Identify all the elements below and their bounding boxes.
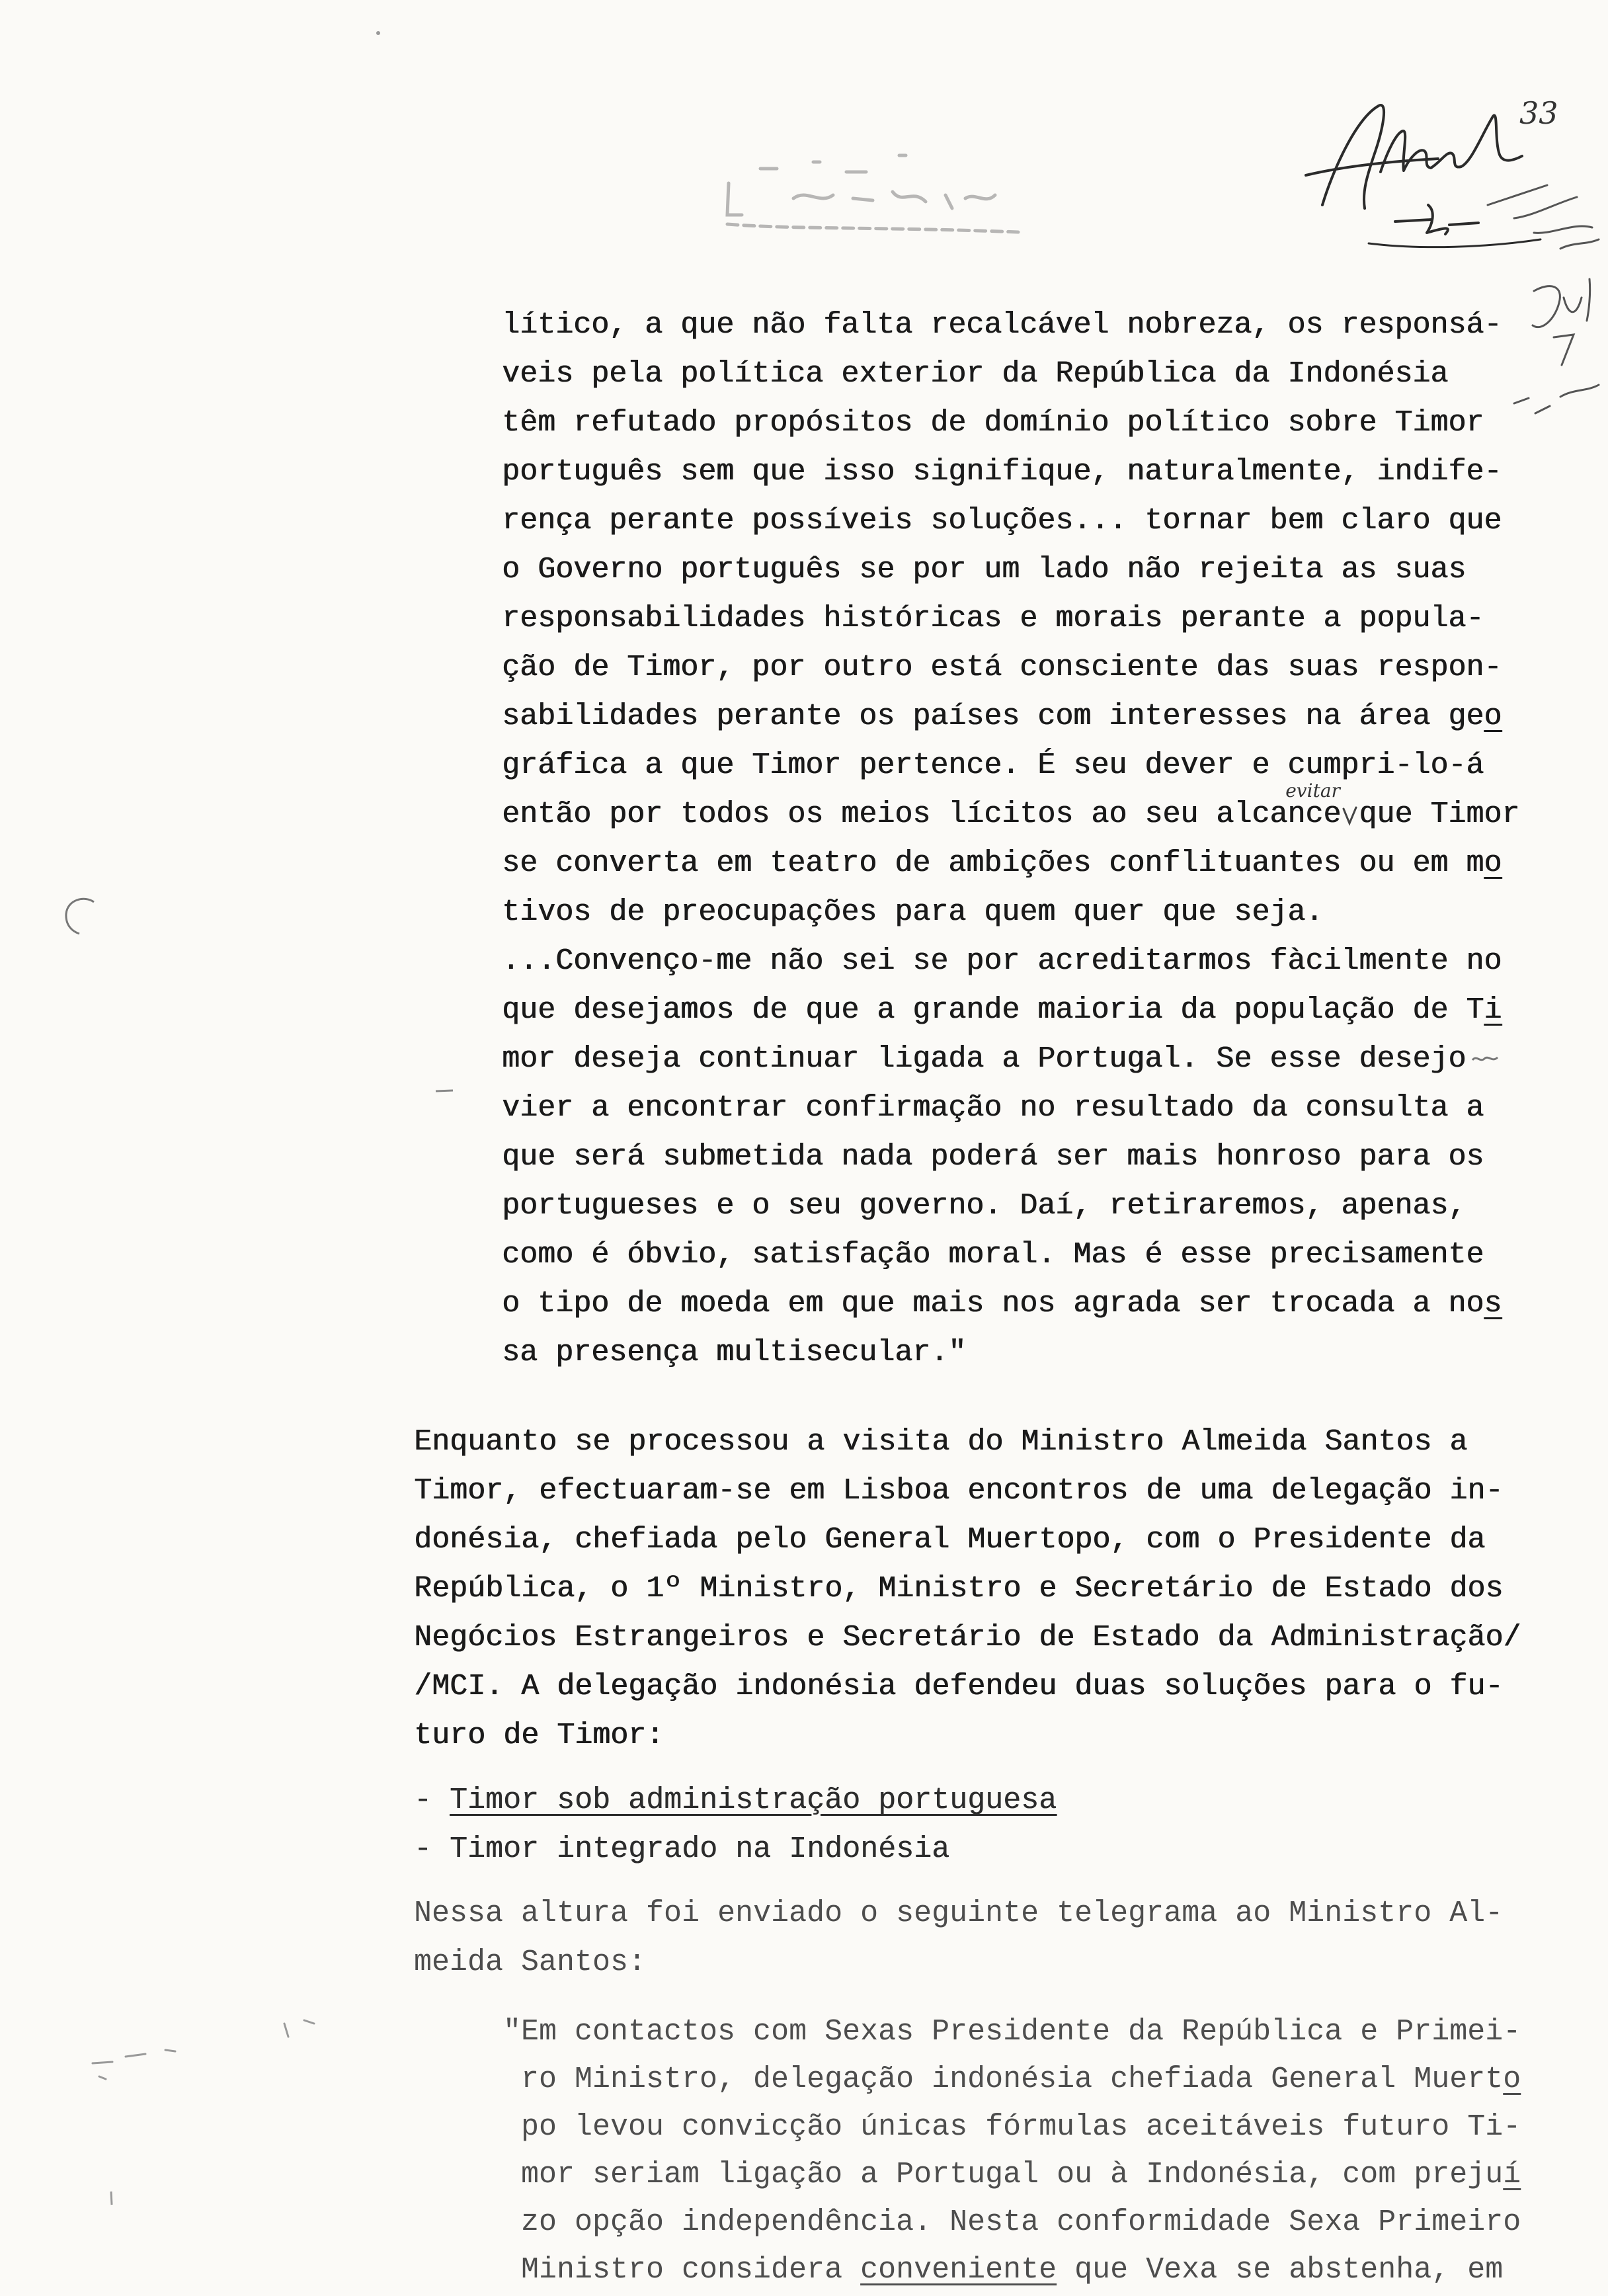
paragraph-line: Negócios Estrangeiros e Secretário de Estado da Administração/ [414, 1621, 1521, 1655]
margin-dash [433, 1085, 460, 1098]
line-text: mor seriam ligação a Portugal ou à Indonésia, com preju [521, 2158, 1504, 2192]
list-item: - Timor integrado na Indonésia [414, 1832, 950, 1866]
paragraph-line: Timor, efectuaram-se em Lisboa encontros de uma delegação in- [414, 1474, 1504, 1508]
line-text: que Vexa se abstenha, em [1057, 2253, 1504, 2287]
quote-line: veis pela política exterior da República da Indonésia [502, 357, 1449, 391]
quote-line: como é óbvio, satisfação moral. Mas é esse precisamente [502, 1238, 1484, 1272]
line-text: ro Ministro, delegação indonésia chefiada General Muert [521, 2063, 1504, 2096]
line-text: então por todos os meios lícitos ao seu alcance [502, 798, 1342, 831]
quote-line [502, 692, 1519, 741]
quote-line [521, 2151, 1521, 2199]
quote-line: têm refutado propósitos de domínio político sobre Timor [502, 406, 1484, 440]
margin-tick [106, 2189, 119, 2209]
quote-line [502, 780, 1520, 839]
underlined-text: o [1484, 846, 1502, 880]
quote-line: ...Convenço-me não sei se por acreditarmos fàcilmente no [502, 944, 1502, 978]
line-text: que desejamos de que a grande maioria da população de T [502, 993, 1484, 1027]
quote-line [521, 2056, 1521, 2104]
options-list [414, 1776, 1057, 1874]
list-dash: - [414, 1784, 450, 1817]
handwritten-page-number: 33 [1519, 95, 1558, 131]
quote-line: sa presença multisecular." [502, 1336, 967, 1370]
quote-line: rença perante possíveis soluções... tornar bem claro que [502, 504, 1502, 538]
quote-line: que será submetida nada poderá ser mais honroso para os [502, 1140, 1484, 1174]
underlined-text: í [1503, 2158, 1521, 2192]
quote-line [502, 839, 1519, 888]
smudged-heading [714, 142, 1031, 248]
underlined-text: s [1484, 1287, 1502, 1321]
line-text: se converta em teatro de ambições conflituantes ou em m [502, 846, 1484, 880]
quote-line [502, 986, 1519, 1035]
quote-line: zo opção independência. Nesta conformidade Sexa Primeiro [521, 2205, 1521, 2239]
paragraph-line: Nessa altura foi enviado o seguinte telegrama ao Ministro Al- [414, 1897, 1504, 1930]
paragraph-1 [414, 1418, 1521, 1760]
quote-line: vier a encontrar confirmação no resultado da consulta a [502, 1091, 1484, 1125]
quote-line: portugueses e o seu governo. Daí, retiraremos, apenas, [502, 1189, 1467, 1223]
insertion-caret-icon [1285, 780, 1359, 839]
punch-hole-mark [60, 893, 106, 939]
paragraph-line: Enquanto se processou a visita do Ministro Almeida Santos a [414, 1425, 1468, 1459]
quote-line: lítico, a que não falta recalcável nobreza, os responsá- [502, 308, 1502, 342]
underlined-text: Timor sob administração portuguesa [450, 1784, 1057, 1817]
paragraph-line: donésia, chefiada pelo General Muertopo, com o Presidente da [414, 1523, 1486, 1557]
quote-line: o Governo português se por um lado não rejeita as suas [502, 553, 1467, 587]
quote-line: po levou convicção únicas fórmulas aceitáveis futuro Ti- [521, 2110, 1521, 2144]
ink-smudge [1466, 1035, 1506, 1084]
paragraph-line: República, o 1º Ministro, Ministro e Secretário de Estado dos [414, 1572, 1504, 1606]
telegram-quote [503, 2008, 1521, 2294]
line-text: o tipo de moeda em que mais nos agrada ser trocada a no [502, 1287, 1484, 1321]
line-text: Ministro considera [521, 2253, 861, 2287]
quote-line: gráfica a que Timor pertence. É seu dever e cumpri-lo-á [502, 749, 1484, 782]
underlined-text: o [1503, 2063, 1521, 2096]
quote-line: "Em contactos com Sexas Presidente da República e Primei- [503, 2015, 1521, 2049]
quote-line: português sem que isso signifique, naturalmente, indife- [502, 455, 1502, 489]
paragraph-line: meida Santos: [414, 1946, 647, 1979]
list-item [414, 1776, 1057, 1825]
underlined-text: o [1484, 700, 1502, 733]
paragraph-2 [414, 1889, 1503, 1987]
handwritten-insertion: evitar [1285, 780, 1340, 801]
line-text: sabilidades perante os países com interesses na área ge [502, 700, 1484, 733]
paragraph-line: /MCI. A delegação indonésia defendeu duas soluções para o fu- [414, 1670, 1504, 1703]
quote-line: responsabilidades históricas e morais perante a popula- [502, 602, 1484, 636]
underlined-text: i [1484, 993, 1502, 1027]
line-text: que Timor [1359, 798, 1520, 831]
scan-dot [374, 29, 382, 37]
underlined-text: conveniente [860, 2253, 1057, 2287]
quote-line [502, 1280, 1519, 1329]
quote-line: ção de Timor, por outro está consciente das suas respon- [502, 651, 1502, 684]
quote-block-1 [502, 301, 1519, 1377]
quote-line [502, 1035, 1519, 1084]
line-text: mor deseja continuar ligada a Portugal. Se esse desejo [502, 1042, 1467, 1076]
quote-line: tivos de preocupações para quem quer que seja. [502, 895, 1324, 929]
quote-line [521, 2246, 1521, 2294]
paragraph-line: turo de Timor: [414, 1719, 664, 1752]
margin-marks [86, 2010, 324, 2083]
